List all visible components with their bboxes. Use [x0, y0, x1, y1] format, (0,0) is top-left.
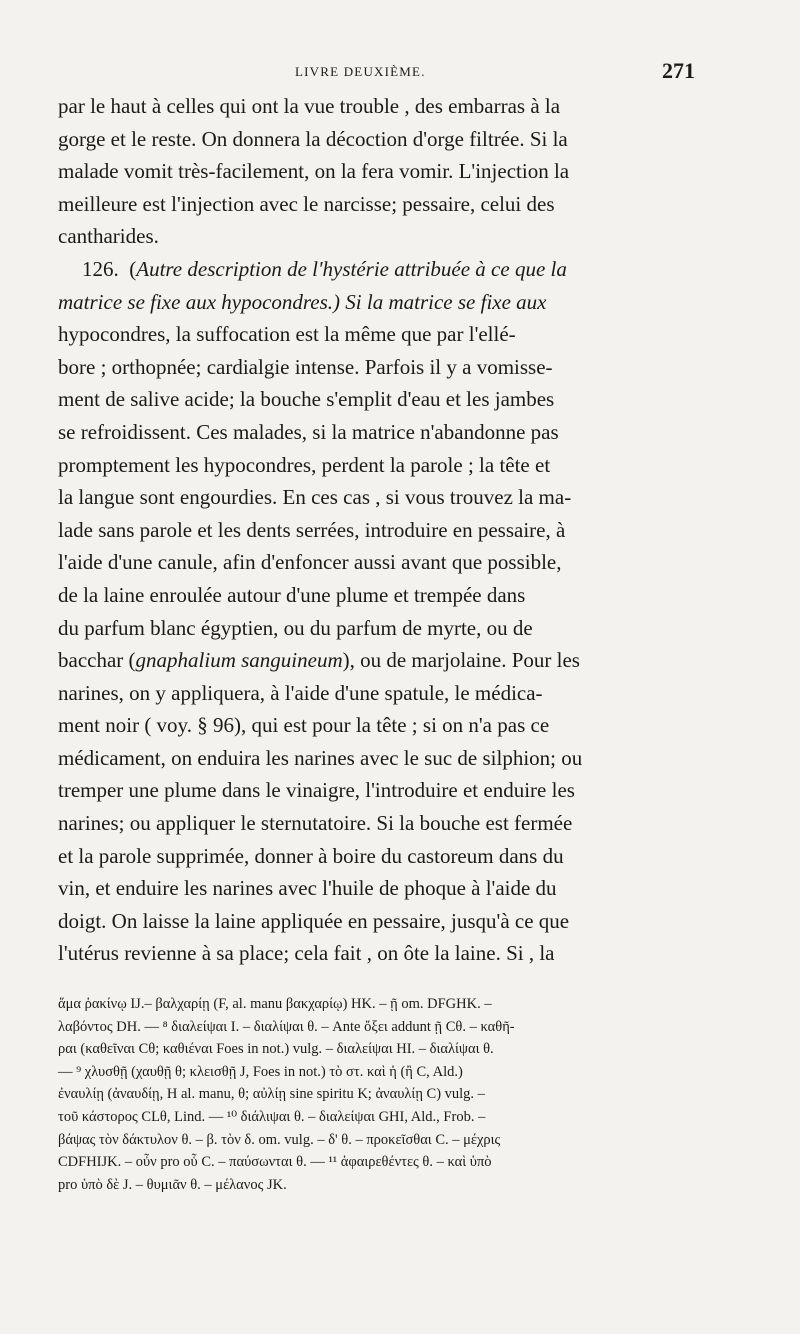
section-number: 126. — [82, 256, 119, 281]
text-line: par le haut à celles qui ont la vue trouble , des embarras à la — [58, 94, 561, 118]
text-line: ment noir ( voy. § 96), qui est pour la tête ; si on n'a pas ce — [58, 713, 550, 738]
botanical-name: gnaphalium sanguineum — [135, 648, 343, 673]
footnote-line: βάψας τὸν δάκτυλον θ. – β. τὸν δ. om. vulg. – δ' θ. – προκεῖσθαι C. – μέχρις — [58, 1131, 501, 1148]
text-line: narines, on y appliquera, à l'aide d'une spatule, le médica- — [58, 680, 543, 705]
page-number: 271 — [662, 58, 695, 83]
footnote-line: ἐναυλίῃ (ἀναυδίῃ, H al. manu, θ; αὐλίῃ sine spiritu K; ἀναυλίῃ C) vulg. – — [58, 1086, 485, 1103]
text-line: de la laine enroulée autour d'une plume et trempée dans — [58, 582, 526, 607]
text-line: narines; ou appliquer le sternutatoire. Si la bouche est fermée — [58, 811, 573, 836]
text-line: promptement les hypocondres, perdent la parole ; la tête et — [58, 452, 551, 477]
main-text — [58, 90, 698, 970]
text-line: la langue sont engourdies. En ces cas , si vous trouvez la ma- — [58, 485, 572, 510]
text-line: médicament, on enduira les narines avec le suc de silphion; ou — [58, 745, 583, 770]
text-line: bore ; orthopnée; cardialgie intense. Parfois il y a vomisse- — [58, 354, 553, 379]
text-line: l'utérus revienne à sa place; cela fait , on ôte la laine. Si , la — [58, 941, 555, 966]
text-line: doigt. On laisse la laine appliquée en pessaire, jusqu'à ce que — [58, 908, 570, 933]
text-line: se refroidissent. Ces malades, si la matrice n'abandonne pas — [58, 419, 559, 444]
text-line: lade sans parole et les dents serrées, introduire en pessaire, à — [58, 517, 566, 542]
footnote-line: pro ὑπὸ δὲ J. – θυμιᾶν θ. – μέλανος JK. — [58, 1176, 287, 1193]
text-line: cantharides. — [58, 224, 159, 249]
section-title: Autre description de l'hystérie attribuée à ce que la — [136, 256, 567, 281]
footnote-line: — ⁹ χλυσθῇ (χαυθῇ θ; κλεισθῇ J, Foes in not.) τὸ στ. καὶ ἡ (ἢ C, Ald.) — [58, 1063, 463, 1080]
text-line: malade vomit très-facilement, on la fera vomir. L'injection la — [58, 159, 570, 184]
footnote-line: ἅμα ῥακίνῳ IJ.– βαλχαρίῃ (F, al. manu βακχαρίῳ) HK. – ῇ om. DFGHK. – — [58, 996, 492, 1012]
text-line: du parfum blanc égyptien, ou du parfum de myrte, ou de — [58, 615, 533, 640]
running-title: LIVRE DEUXIÈME. — [295, 64, 426, 79]
footnote-line: CDFHIJK. – οὖν pro οὗ C. – παύσωνται θ. — ¹¹ ἀφαιρεθέντες θ. – καὶ ὑπὸ — [58, 1154, 492, 1171]
text-line: hypocondres, la suffocation est la même que par l'ellé- — [58, 322, 516, 347]
text-line: bacchar (gnaphalium sanguineum), ou de marjolaine. Pour les — [58, 648, 580, 673]
text-line: matrice se fixe aux hypocondres.) Si la matrice se fixe aux — [58, 289, 547, 314]
text-line: ment de salive acide; la bouche s'emplit d'eau et les jambes — [58, 387, 555, 412]
section-heading: 126. (Autre description de l'hystérie attribuée à ce que la — [82, 256, 567, 281]
text-line: l'aide d'une canule, afin d'enfoncer aussi avant que possible, — [58, 550, 562, 575]
section-heading-line — [58, 253, 698, 286]
text-line: et la parole supprimée, donner à boire du castoreum dans du — [58, 843, 564, 868]
critical-apparatus-footnotes — [58, 993, 698, 1196]
footnote-line: ραι (καθεῖναι Cθ; καθιέναι Foes in not.) vulg. – διαλείψαι HI. – διαλίψαι θ. — [58, 1041, 494, 1058]
text-line: vin, et enduire les narines avec l'huile de phoque à l'aide du — [58, 876, 557, 901]
page-header — [0, 58, 800, 88]
text-line: tremper une plume dans le vinaigre, l'introduire et enduire les — [58, 778, 575, 803]
text-line: gorge et le reste. On donnera la décoction d'orge filtrée. Si la — [58, 126, 568, 151]
footnote-line: λαβόντος DH. — ⁸ διαλείψαι I. – διαλίψαι θ. – Ante ὄξει addunt ῇ Cθ. – καθῆ- — [58, 1018, 515, 1035]
text-line: meilleure est l'injection avec le narcisse; pessaire, celui des — [58, 191, 555, 216]
footnote-line: τοῦ κάστορος CLθ, Lind. — ¹⁰ διάλιψαι θ. – διαλείψαι GHI, Ald., Frob. – — [58, 1108, 486, 1125]
